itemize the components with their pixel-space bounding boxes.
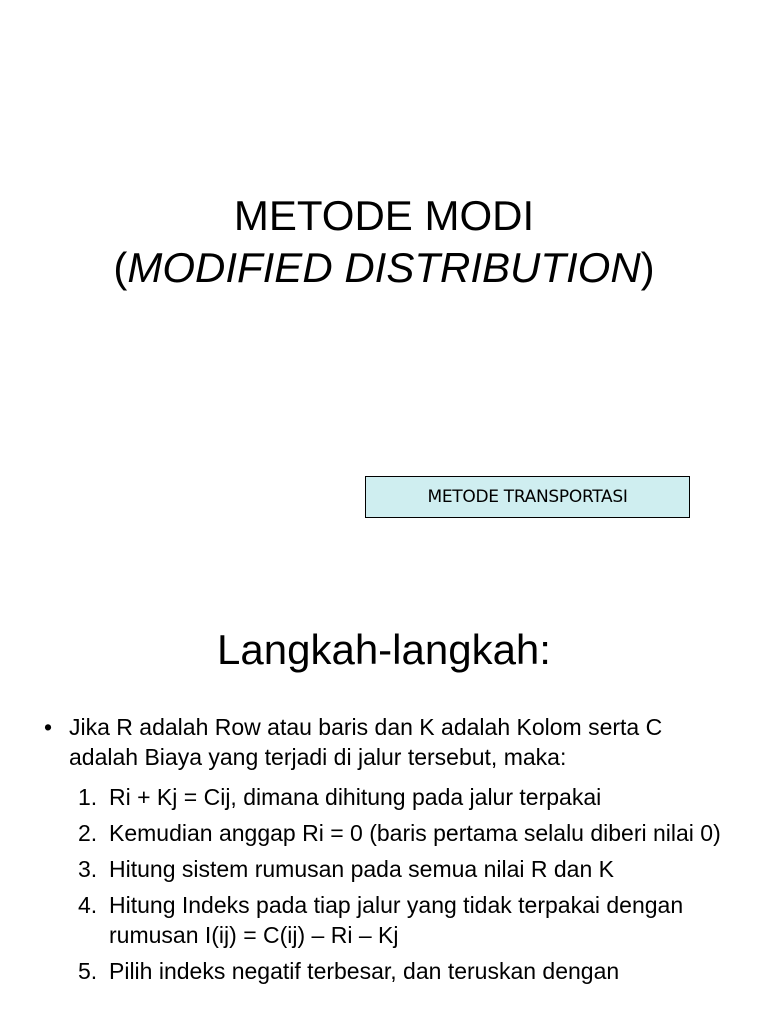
step-item [78,890,728,950]
step-item [78,782,728,812]
step-number: 4. [78,892,98,918]
subtitle-open-paren: ( [113,244,128,291]
intro-bullet-text: Jika R adalah Row atau baris dan K adalah Kolom serta C adalah Biaya yang terjadi di jalur tersebut, maka: [69,714,663,770]
title-main: METODE MODI [233,192,535,239]
step-number: 2. [78,820,98,846]
step-number: 5. [78,958,98,984]
slide-title [0,190,768,294]
subtitle-italic-text: MODIFIED DISTRIBUTION [127,244,641,291]
step-item [78,956,728,986]
steps-slide [0,600,768,1024]
step-text: Ri + Kj = Cij, dimana dihitung pada jalur terpakai [109,784,602,810]
subtitle-close-paren: ) [640,244,655,291]
step-number: 3. [78,856,98,882]
topic-tag-box: METODE TRANSPORTASI [365,476,690,518]
step-text: Pilih indeks negatif terbesar, dan teruskan dengan [109,958,620,984]
step-item [78,854,728,884]
intro-bullet [44,712,734,772]
step-item [78,818,728,848]
step-text: Hitung Indeks pada tiap jalur yang tidak terpakai dengan rumusan I(ij) = C(ij) – Ri – Kj [109,892,684,948]
step-text: Kemudian anggap Ri = 0 (baris pertama selalu diberi nilai 0) [109,820,721,846]
bullet-dot-icon: • [44,714,53,740]
steps-heading: Langkah-langkah: [217,626,551,673]
step-number: 1. [78,784,98,810]
steps-list [78,782,728,992]
step-text: Hitung sistem rumusan pada semua nilai R dan K [109,856,614,882]
title-subtitle [0,242,768,294]
